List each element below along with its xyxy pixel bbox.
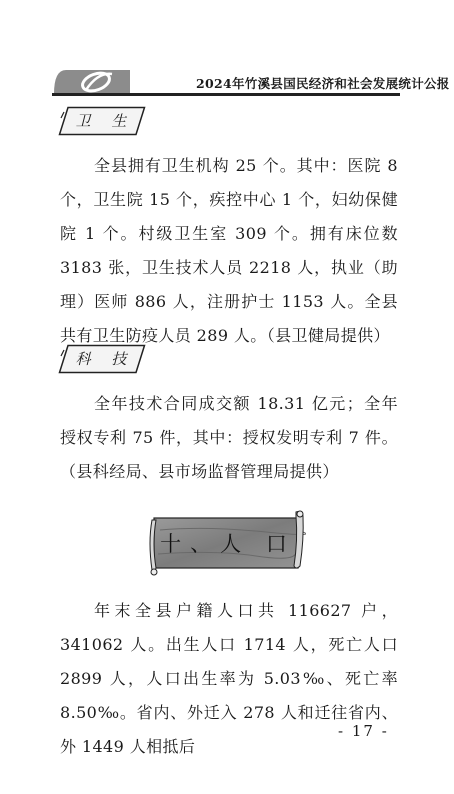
chapter-banner bbox=[146, 510, 306, 576]
section-heading-label: 卫 生 bbox=[75, 112, 135, 130]
technology-paragraph: 全年技术合同成交额 18.31 亿元；全年授权专利 75 件，其中：授权发明专利 7 件。（县科经局、县市场监督管理局提供） bbox=[60, 394, 398, 481]
population-paragraph: 年末全县户籍人口共 116627 户，341062 人。出生人口 1714 人，死亡人口 2899 人，人口出生率为 5.03‰、死亡率 8.50‰。省内、外迁入 278 人和迁往省内、外 1449 人相抵后 bbox=[60, 601, 398, 756]
section-heading-label: 科 技 bbox=[75, 350, 135, 368]
section-heading-health bbox=[58, 106, 146, 136]
page-header bbox=[0, 62, 454, 96]
health-paragraph: 全县拥有卫生机构 25 个。其中：医院 8 个，卫生院 15 个，疾控中心 1 个，妇幼保健院 1 个。村级卫生室 309 个。拥有床位数 3183 张，卫生技术人员 2218 人，执业（助理）医师 886 人，注册护士 1153 人。全县共有卫生防疫人员 289 人。（县卫健局提供） bbox=[60, 156, 398, 345]
page-number: - 17 - bbox=[338, 722, 389, 740]
section-heading-technology bbox=[58, 344, 146, 374]
header-divider bbox=[52, 93, 400, 96]
chapter-title: 十、人 口 bbox=[160, 532, 296, 556]
bulletin-logo-icon bbox=[52, 68, 132, 94]
bulletin-title: 2024年竹溪县国民经济和社会发展统计公报 bbox=[196, 76, 450, 91]
